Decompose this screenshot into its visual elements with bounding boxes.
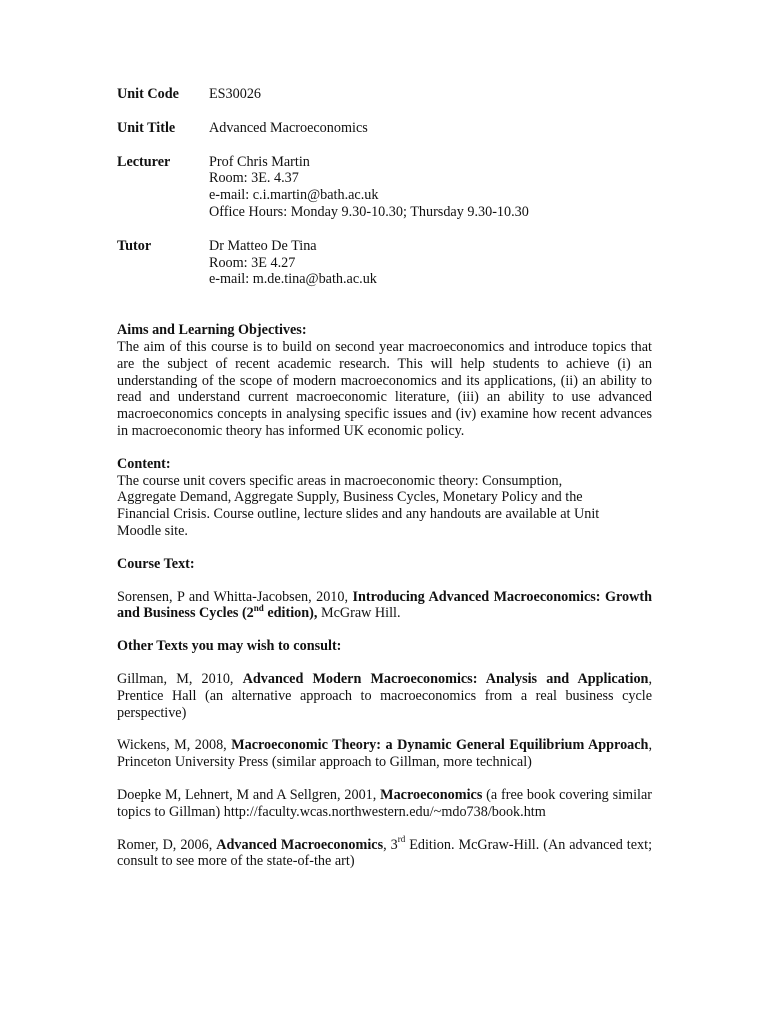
course-text-authors: Sorensen, P and Whitta-Jacobsen, 2010, [117,588,349,605]
course-text-heading: Course Text: [117,555,195,572]
unit-title-label: Unit Title [117,119,176,136]
lecturer-office-hours: Office Hours: Monday 9.30-10.30; Thursday 9.30-10.30 [209,203,529,220]
reference-doepke [117,787,652,821]
document-page [117,86,652,870]
doepke-authors: Doepke M, Lehnert, M and A Sellgren, 2001, [117,786,377,803]
unit-title-row [117,120,652,137]
tutor-details [209,238,652,288]
course-text-reference [117,589,652,623]
content-line: Aggregate Demand, Aggregate Supply, Business Cycles, Monetary Policy and the [117,489,583,506]
lecturer-email: e-mail: c.i.martin@bath.ac.uk [209,187,379,204]
lecturer-details [209,154,652,221]
wickens-details: , Princeton University Press (similar approach to Gillman, more technical) [117,737,652,771]
gillman-title: Advanced Modern Macroeconomics: Analysis and Application [242,670,649,687]
course-text-title: Introducing Advanced Macroeconomics: Growth and Business Cycles (2 [117,588,652,622]
lecturer-name: Prof Chris Martin [209,153,310,170]
course-text-publisher: McGraw Hill. [317,605,401,622]
lecturer-row [117,154,652,221]
romer-authors: Romer, D, 2006, [117,836,213,853]
content-line: The course unit covers specific areas in macroeconomic theory: Consumption, [117,472,563,489]
tutor-email: e-mail: m.de.tina@bath.ac.uk [209,271,377,288]
tutor-name: Dr Matteo De Tina [209,237,317,254]
romer-edition: , 3 [383,836,398,853]
wickens-authors: Wickens, M, 2008, [117,737,227,754]
content-heading: Content: [117,455,171,472]
gillman-authors: Gillman, M, 2010, [117,670,234,687]
tutor-row [117,238,652,288]
unit-code-label: Unit Code [117,86,179,102]
reference-gillman [117,671,652,721]
tutor-label: Tutor [117,237,152,254]
tutor-room: Room: 3E 4.27 [209,254,296,271]
lecturer-label: Lecturer [117,153,171,170]
aims-heading: Aims and Learning Objectives: [117,322,307,339]
unit-code-value: ES30026 [209,86,262,102]
doepke-details: (a free book covering similar topics to Gillman) http://faculty.wcas.northwestern.edu/~mdo738/book.htm [117,786,652,820]
gillman-details: , Prentice Hall (an alternative approach to macroeconomics from a real business cycle perspective) [117,670,652,721]
unit-title-value: Advanced Macroeconomics [209,119,368,136]
romer-title: Advanced Macroeconomics [216,836,384,853]
other-texts-heading: Other Texts you may wish to consult: [117,638,342,655]
doepke-title: Macroeconomics [380,786,483,803]
content-paragraph [117,473,652,540]
aims-paragraph: The aim of this course is to build on second year macroeconomics and introduce topics that are the subject of recent academic research. This will help students to achieve (i) an understanding of the scope of modern macroeconomics and its applications, (ii) an ability to read and understand current macroeconomic literature, (iii) an ability to use advanced macroeconomics concepts in analysing specific issues and (iv) examine how recent advances in macroeconomic theory has informed UK economic policy. [117,338,652,439]
reference-wickens [117,737,652,771]
course-text-superscript: nd [253,602,264,613]
wickens-title: Macroeconomic Theory: a Dynamic General Equilibrium Approach [231,737,649,754]
lecturer-room: Room: 3E. 4.37 [209,170,299,187]
unit-code-row [117,86,652,103]
course-text-edition: edition), [263,605,318,622]
romer-superscript: rd [397,833,406,844]
content-line: Moodle site. [117,522,188,539]
romer-details: Edition. McGraw-Hill. (An advanced text; consult to see more of the state-of-the art) [117,836,653,870]
reference-romer [117,833,653,871]
content-line: Financial Crisis. Course outline, lecture slides and any handouts are available at Unit [117,506,600,523]
